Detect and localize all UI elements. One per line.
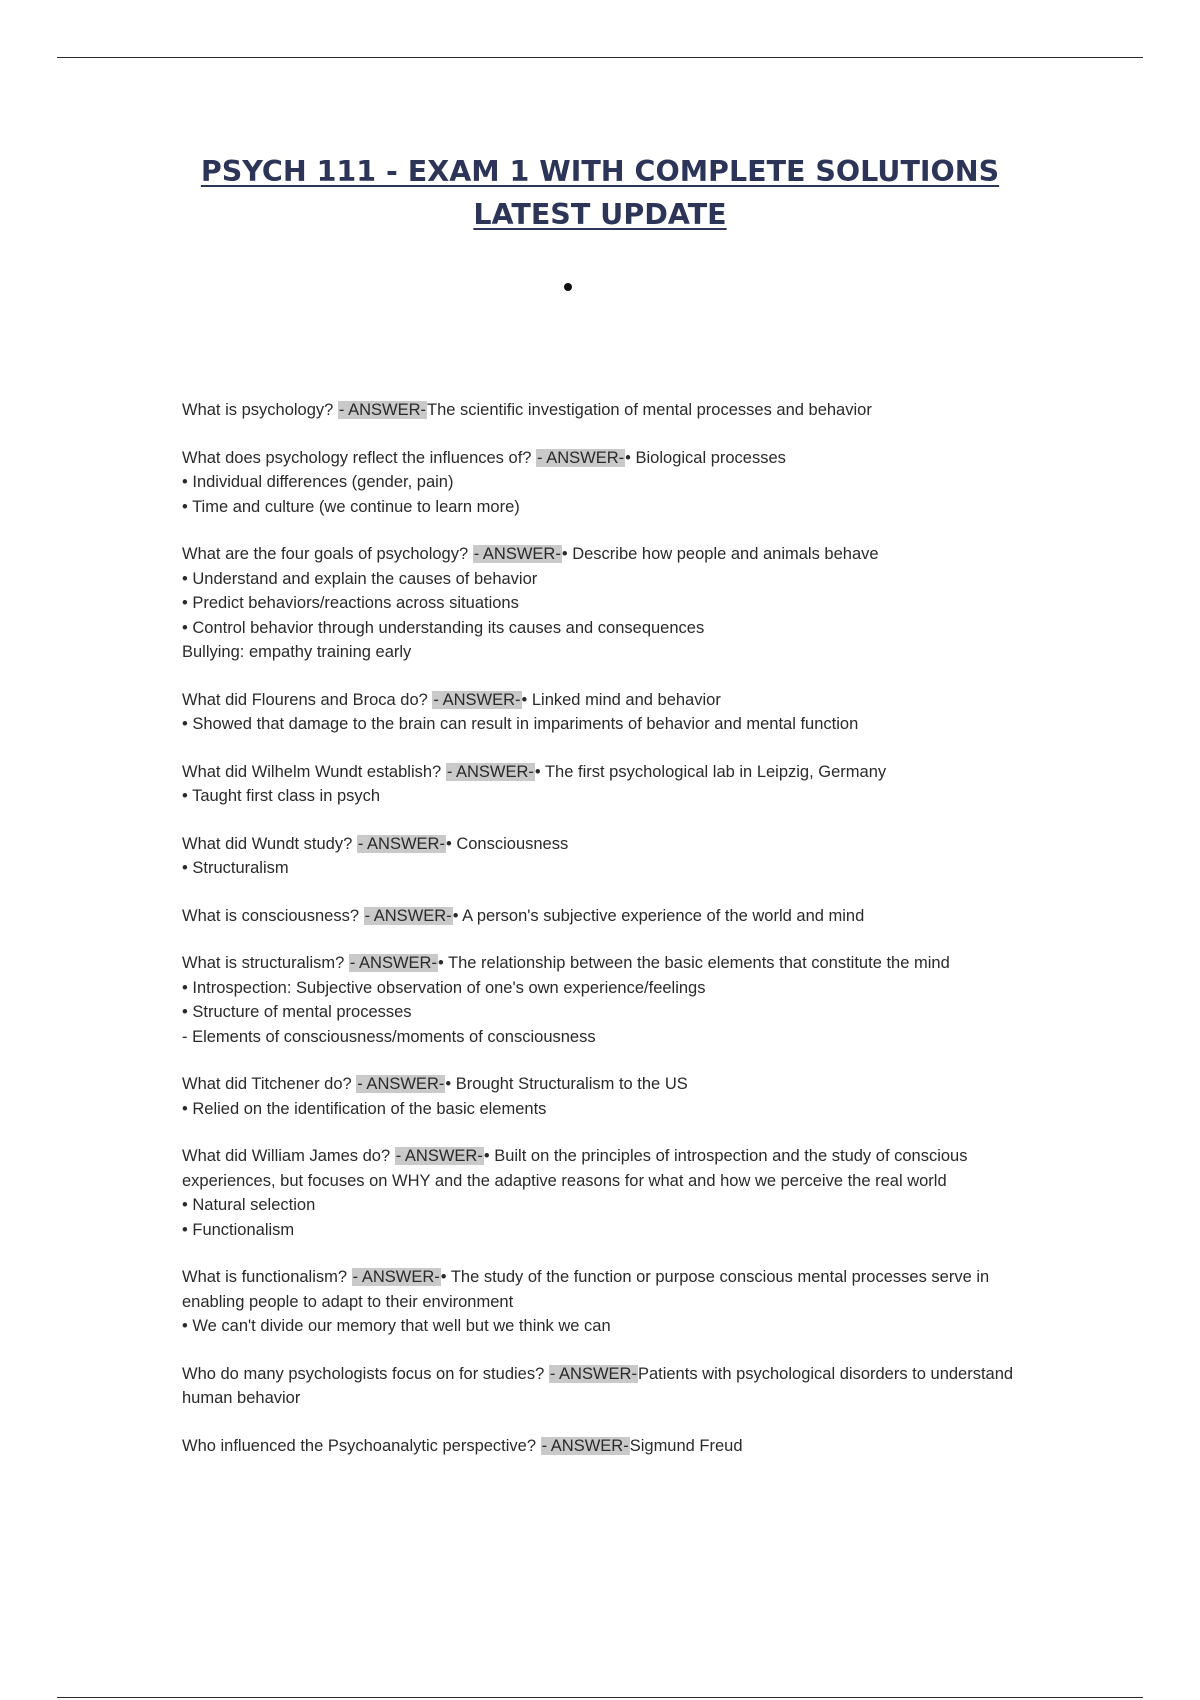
title-line-1: PSYCH 111 - EXAM 1 WITH COMPLETE SOLUTIONS [200, 155, 1000, 188]
answer-text: • Built on the principles of introspection and the study of conscious experiences, but focuses on WHY and the adaptive reasons for what and how we perceive the real world [182, 1147, 968, 1190]
qa-item [182, 1265, 1022, 1339]
qa-item [182, 1144, 1022, 1242]
answer-line: - Elements of consciousness/moments of consciousness [182, 1027, 596, 1046]
qa-item [182, 688, 1022, 737]
answer-marker: - ANSWER- [349, 954, 437, 972]
answer-line: Bullying: empathy training early [182, 643, 412, 661]
bottom-rule [57, 1697, 1143, 1698]
qa-first-line [182, 1144, 1022, 1193]
answer-text: Sigmund Freud [629, 1436, 743, 1455]
question-text: What is structuralism? [182, 954, 349, 972]
qa-item [182, 904, 1022, 929]
answer-text: • The relationship between the basic elements that constitute the mind [437, 954, 950, 972]
answer-marker: - ANSWER- [433, 690, 521, 709]
bullet-dot [564, 283, 572, 291]
qa-first-line [182, 1362, 1022, 1411]
answer-line: • Introspection: Subjective observation of one's own experience/feelings [182, 978, 706, 997]
question-text: What did Wundt study? [182, 834, 357, 853]
question-text: Who influenced the Psychoanalytic perspective? [182, 1436, 541, 1455]
qa-item [182, 951, 1022, 1049]
answer-line: • Time and culture (we continue to learn more) [182, 497, 520, 516]
answer-text: • Biological processes [625, 448, 786, 467]
qa-first-line [182, 760, 1022, 785]
answer-text: • The study of the function or purpose conscious mental processes serve in enabling people to adapt to their environment [182, 1268, 990, 1311]
top-rule [57, 57, 1143, 58]
answer-marker: - ANSWER- [473, 545, 561, 563]
qa-first-line [182, 688, 1022, 713]
qa-first-line [182, 1265, 1022, 1314]
answer-marker: - ANSWER- [352, 1268, 440, 1286]
qa-item [182, 398, 1022, 423]
answer-line: • Showed that damage to the brain can result in impariments of behavior and mental function [182, 715, 859, 733]
answer-marker: - ANSWER- [395, 1147, 483, 1165]
answer-line: • Functionalism [182, 1220, 295, 1239]
qa-first-line [182, 446, 1022, 471]
question-text: What does psychology reflect the influences of? [182, 448, 537, 467]
qa-item [182, 1434, 1022, 1459]
qa-first-line [182, 904, 1022, 929]
qa-first-line [182, 542, 1022, 567]
qa-item [182, 1072, 1022, 1121]
answer-text: The scientific investigation of mental processes and behavior [427, 401, 872, 419]
answer-text: • Consciousness [445, 834, 569, 853]
answer-line: • Natural selection [182, 1196, 316, 1214]
qa-first-line [182, 951, 1022, 976]
document-title [0, 150, 1200, 236]
answer-text: • The first psychological lab in Leipzig, Germany [534, 762, 887, 781]
answer-line: • Structuralism [182, 859, 289, 877]
question-text: Who do many psychologists focus on for studies? [182, 1364, 549, 1383]
question-text: What is functionalism? [182, 1268, 352, 1286]
qa-item [182, 760, 1022, 809]
answer-text: Patients with psychological disorders to understand human behavior [182, 1364, 1014, 1407]
qa-item [182, 1362, 1022, 1411]
answer-line: • Taught first class in psych [182, 787, 381, 805]
answer-marker: - ANSWER- [446, 762, 534, 781]
answer-line: • Relied on the identification of the basic elements [182, 1099, 547, 1118]
qa-first-line [182, 832, 1022, 857]
answer-text: • Describe how people and animals behave [561, 545, 879, 563]
answer-line: • Control behavior through understanding its causes and consequences [182, 618, 705, 637]
qa-first-line [182, 398, 1022, 423]
answer-marker: - ANSWER- [338, 401, 426, 419]
answer-marker: - ANSWER- [537, 448, 625, 467]
qa-first-line [182, 1072, 1022, 1097]
question-text: What did William James do? [182, 1147, 395, 1165]
question-text: What is consciousness? [182, 906, 364, 925]
qa-list [182, 398, 1022, 1481]
answer-line: • We can't divide our memory that well but we think we can [182, 1317, 611, 1335]
answer-text: • Brought Structuralism to the US [445, 1075, 688, 1093]
question-text: What are the four goals of psychology? [182, 545, 473, 563]
question-text: What did Wilhelm Wundt establish? [182, 762, 446, 781]
answer-line: • Individual differences (gender, pain) [182, 473, 454, 491]
answer-line: • Predict behaviors/reactions across situations [182, 594, 519, 612]
question-text: What did Flourens and Broca do? [182, 690, 433, 709]
answer-marker: - ANSWER- [357, 834, 445, 853]
title-line-2: LATEST UPDATE [473, 198, 727, 231]
answer-marker: - ANSWER- [357, 1075, 445, 1093]
qa-item [182, 832, 1022, 881]
answer-marker: - ANSWER- [364, 906, 452, 925]
qa-item [182, 446, 1022, 520]
answer-line: • Structure of mental processes [182, 1003, 412, 1021]
answer-text: • A person's subjective experience of the world and mind [452, 906, 865, 925]
qa-first-line [182, 1434, 1022, 1459]
answer-marker: - ANSWER- [549, 1364, 637, 1383]
question-text: What is psychology? [182, 401, 338, 419]
question-text: What did Titchener do? [182, 1075, 357, 1093]
answer-text: • Linked mind and behavior [521, 690, 721, 709]
answer-line: • Understand and explain the causes of behavior [182, 569, 538, 588]
answer-marker: - ANSWER- [541, 1436, 629, 1455]
qa-item [182, 542, 1022, 665]
